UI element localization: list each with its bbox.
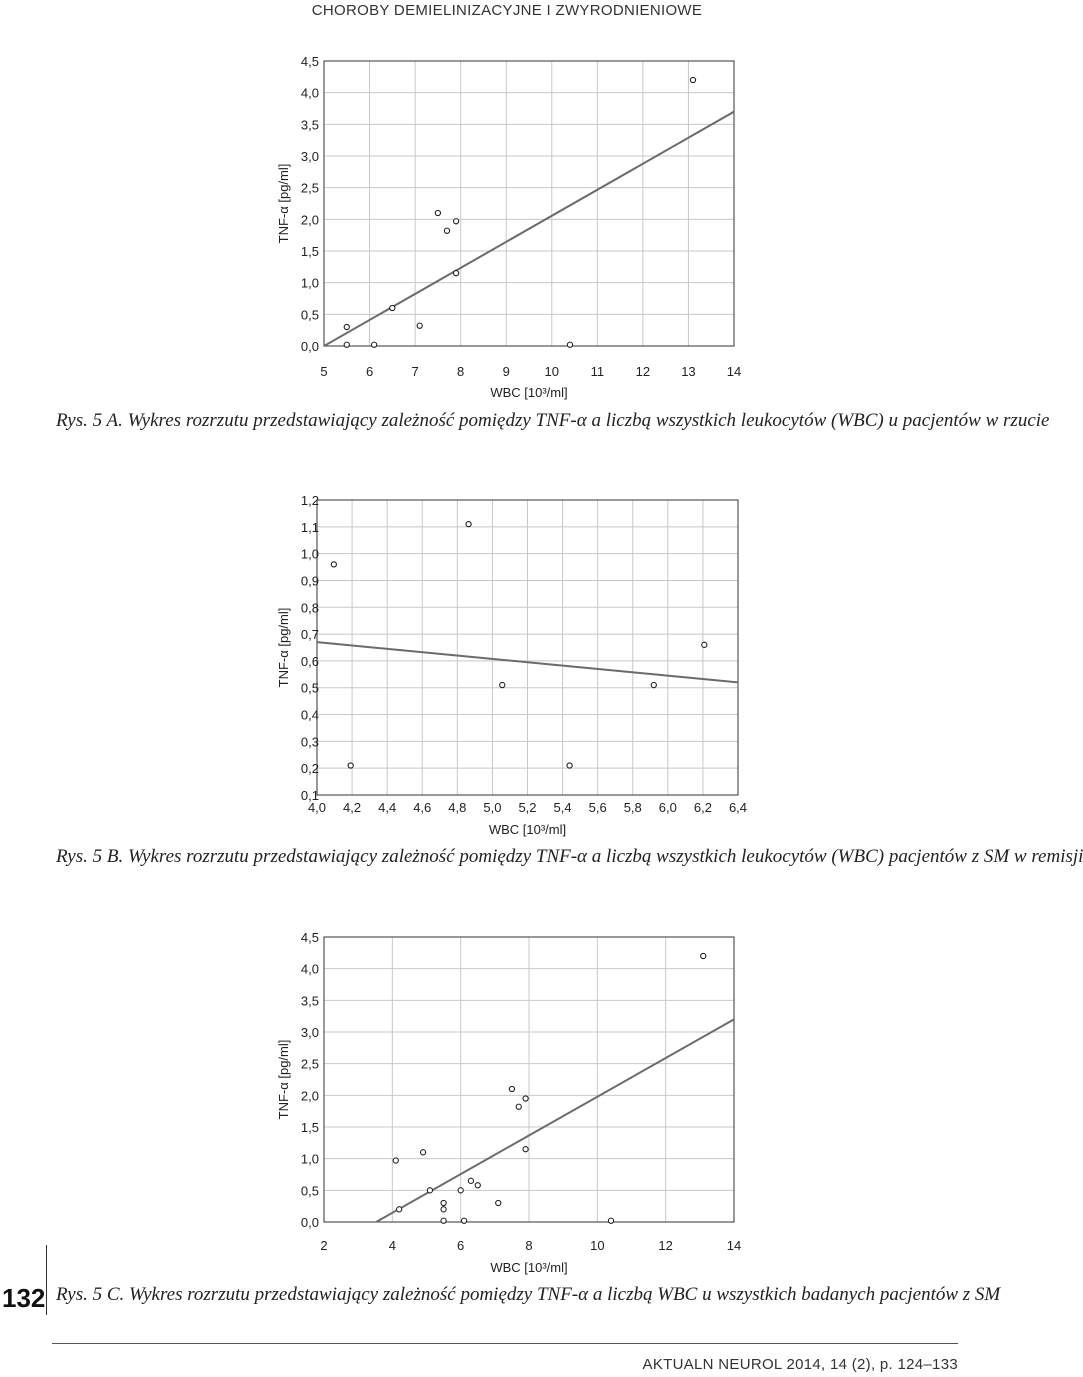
- x-tick-label: 10: [544, 364, 560, 379]
- y-axis-title: TNF-α [pg/ml]: [276, 1039, 291, 1120]
- y-tick-label: 2,0: [300, 1088, 319, 1104]
- data-point: [509, 1086, 514, 1091]
- data-point: [441, 1200, 446, 1205]
- y-tick-label: 0,0: [300, 1215, 319, 1230]
- y-tick-label: 3,0: [300, 1025, 319, 1040]
- data-point: [393, 1158, 398, 1163]
- data-point: [567, 342, 572, 347]
- scatter-plot-c: [0, 900, 960, 1285]
- x-tick-label: 8: [457, 364, 465, 379]
- x-axis-title: WBC [10³/ml]: [490, 385, 568, 400]
- y-axis-title: TNF-α [pg/ml]: [276, 607, 291, 688]
- data-point: [427, 1188, 432, 1193]
- data-point: [372, 342, 377, 347]
- data-point: [444, 228, 449, 233]
- x-tick-label: 5: [320, 364, 328, 379]
- x-tick-label: 9: [502, 364, 510, 379]
- x-tick-label: 7: [411, 364, 419, 379]
- x-tick-label: 13: [681, 364, 696, 379]
- y-tick-label: 0,0: [300, 339, 319, 354]
- x-tick-label: 6: [365, 364, 374, 379]
- x-tick-label: 6,0: [658, 800, 677, 815]
- y-tick-label: 0,9: [300, 573, 319, 589]
- x-tick-label: 4,2: [343, 800, 362, 815]
- y-tick-label: 0,5: [300, 307, 319, 323]
- data-point: [344, 324, 349, 329]
- x-tick-label: 5,8: [623, 800, 642, 815]
- y-tick-label: 0,4: [300, 707, 319, 723]
- y-tick-label: 1,1: [300, 519, 319, 535]
- data-point: [651, 682, 656, 687]
- y-tick-label: 2,5: [300, 180, 319, 196]
- caption-a: Rys. 5 A. Wykres rozrzutu przedstawiający zależność pomiędzy TNF-α a liczbą wszystkich leukocytów (WBC) u pacjentów w rzucie: [56, 410, 1050, 431]
- data-point: [496, 1200, 501, 1205]
- data-point: [701, 953, 706, 958]
- data-point: [420, 1150, 425, 1155]
- x-tick-label: 6,4: [728, 800, 748, 815]
- y-tick-label: 0,6: [300, 653, 319, 669]
- y-tick-label: 1,0: [300, 275, 319, 291]
- regression-line: [365, 1019, 734, 1228]
- data-point: [348, 763, 353, 768]
- page-number-rule: [46, 1245, 47, 1315]
- x-tick-label: 12: [635, 364, 651, 379]
- y-tick-label: 3,5: [300, 993, 319, 1009]
- data-point: [435, 210, 440, 215]
- caption-b: Rys. 5 B. Wykres rozrzutu przedstawiający zależność pomiędzy TNF-α a liczbą wszystkich leukocytów (WBC) pacjentów z SM w remisji: [56, 846, 1083, 867]
- y-tick-label: 0,1: [300, 788, 319, 803]
- y-tick-label: 2,5: [300, 1056, 319, 1072]
- x-tick-label: 5,2: [518, 800, 537, 815]
- y-tick-label: 3,0: [300, 149, 319, 164]
- x-tick-label: 5,0: [483, 800, 502, 815]
- data-point: [390, 305, 395, 310]
- x-tick-label: 5,4: [553, 800, 572, 815]
- y-tick-label: 0,5: [300, 680, 319, 696]
- data-point: [461, 1218, 466, 1223]
- data-point: [523, 1096, 528, 1101]
- y-tick-label: 1,2: [300, 493, 319, 508]
- y-tick-label: 1,5: [300, 244, 319, 259]
- data-point: [417, 323, 422, 328]
- x-tick-label: 4,4: [378, 800, 397, 815]
- x-tick-label: 10: [590, 1238, 605, 1253]
- y-tick-label: 4,5: [300, 930, 319, 945]
- y-tick-label: 4,0: [300, 961, 319, 977]
- running-header: CHOROBY DEMIELINIZACYJNE I ZWYRODNIENIOWE: [311, 2, 703, 19]
- y-tick-label: 0,2: [300, 761, 319, 777]
- y-tick-label: 1,0: [300, 1151, 319, 1167]
- x-tick-label: 14: [726, 364, 742, 379]
- x-tick-label: 4: [388, 1238, 396, 1253]
- data-point: [523, 1147, 528, 1152]
- y-tick-label: 4,5: [300, 54, 319, 69]
- data-point: [454, 219, 459, 224]
- x-tick-label: 14: [726, 1238, 742, 1253]
- data-point: [702, 642, 707, 647]
- plot-frame: [324, 61, 734, 346]
- y-tick-label: 1,0: [300, 546, 319, 562]
- data-point: [441, 1207, 446, 1212]
- data-point: [458, 1188, 463, 1193]
- x-tick-label: 12: [658, 1238, 673, 1253]
- data-point: [690, 77, 695, 82]
- data-point: [441, 1218, 446, 1223]
- page-number: 132: [2, 1283, 46, 1313]
- data-point: [475, 1183, 480, 1188]
- data-point: [567, 763, 572, 768]
- data-point: [397, 1207, 402, 1212]
- data-point: [500, 682, 505, 687]
- x-axis-title: WBC [10³/ml]: [490, 1260, 568, 1275]
- y-tick-label: 2,0: [300, 212, 319, 228]
- data-point: [331, 562, 336, 567]
- y-tick-label: 1,5: [300, 1120, 319, 1135]
- data-point: [608, 1218, 613, 1223]
- y-axis-title: TNF-α [pg/ml]: [276, 163, 291, 244]
- data-point: [516, 1104, 521, 1109]
- y-tick-label: 0,5: [300, 1183, 319, 1199]
- x-tick-label: 4,6: [413, 800, 432, 815]
- y-tick-label: 0,7: [300, 627, 319, 643]
- regression-line: [324, 112, 734, 346]
- x-tick-label: 8: [525, 1238, 533, 1253]
- y-tick-label: 4,0: [300, 85, 319, 101]
- x-tick-label: 4,8: [448, 800, 467, 815]
- x-tick-label: 2: [320, 1238, 328, 1253]
- scatter-plot-b: [0, 470, 960, 850]
- footer-citation: AKTUALN NEUROL 2014, 14 (2), p. 124–133: [642, 1356, 958, 1373]
- footer-rule: [52, 1343, 958, 1344]
- x-tick-label: 5,6: [588, 800, 607, 815]
- data-point: [466, 522, 471, 527]
- scatter-plot-a: [0, 0, 960, 440]
- x-tick-label: 11: [590, 364, 605, 379]
- x-axis-title: WBC [10³/ml]: [488, 822, 567, 837]
- y-tick-label: 0,3: [300, 734, 319, 750]
- data-point: [344, 342, 349, 347]
- y-tick-label: 3,5: [300, 117, 319, 133]
- x-tick-label: 6: [457, 1238, 465, 1253]
- x-tick-label: 6,2: [693, 800, 712, 815]
- x-tick-label: 4,0: [307, 800, 327, 815]
- caption-c: Rys. 5 C. Wykres rozrzutu przedstawiający zależność pomiędzy TNF-α a liczbą WBC u wszystkich badanych pacjentów z SM: [56, 1284, 1001, 1305]
- data-point: [468, 1178, 473, 1183]
- y-tick-label: 0,8: [300, 600, 319, 616]
- data-point: [454, 271, 459, 276]
